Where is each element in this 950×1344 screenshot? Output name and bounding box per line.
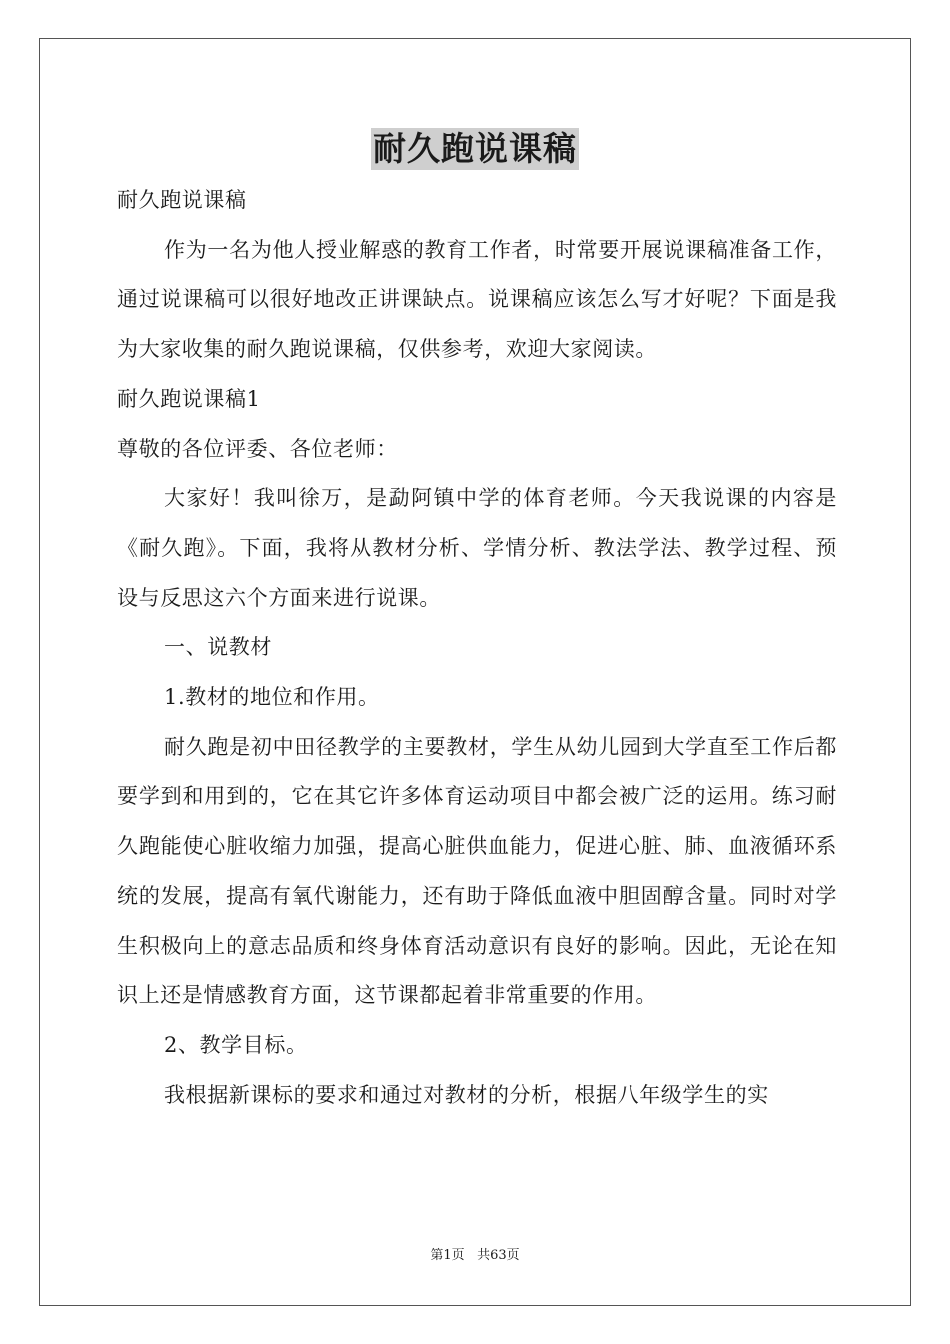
document-body <box>117 176 837 1120</box>
content-paragraph: 我根据新课标的要求和通过对教材的分析，根据八年级学生的实 <box>164 1082 769 1107</box>
section-heading: 耐久跑说课稿1 <box>117 386 261 411</box>
sub-heading: 2、教学目标。 <box>164 1032 308 1057</box>
sub-heading: 1.教材的地位和作用。 <box>164 685 380 710</box>
page-footer <box>0 1246 950 1266</box>
subtitle-line: 耐久跑说课稿 <box>117 188 247 212</box>
page-total: 共63页 <box>477 1248 520 1263</box>
content-paragraph: 耐久跑是初中田径教学的主要教材，学生从幼儿园到大学直至工作后都要学到和用到的，它在其它许多体育运动项目中都会被广泛的运用。练习耐久跑能使心脏收缩力加强，提高心脏供血能力，促进心脏、肺、血液循环系统的发展，提高有氧代谢能力，还有助于降低血液中胆固醇含量。同时对学生积极向上的意志品质和终身体育活动意识有良好的影响。因此，无论在知识上还是情感教育方面，这节课都起着非常重要的作用。 <box>117 734 837 1008</box>
page-number: 第1页 <box>430 1248 465 1263</box>
intro-paragraph: 作为一名为他人授业解惑的教育工作者，时常要开展说课稿准备工作，通过说课稿可以很好地改正讲课缺点。说课稿应该怎么写才好呢？下面是我为大家收集的耐久跑说课稿，仅供参考，欢迎大家阅读。 <box>117 237 837 362</box>
salutation: 尊敬的各位评委、各位老师： <box>117 436 398 461</box>
title-wrap <box>0 128 950 170</box>
document-title: 耐久跑说课稿 <box>373 129 577 168</box>
part-heading: 一、说教材 <box>164 635 272 660</box>
opening-paragraph: 大家好！我叫徐万，是勐阿镇中学的体育老师。今天我说课的内容是《耐久跑》。下面，我将从教材分析、学情分析、教法学法、教学过程、预设与反思这六个方面来进行说课。 <box>117 486 837 610</box>
